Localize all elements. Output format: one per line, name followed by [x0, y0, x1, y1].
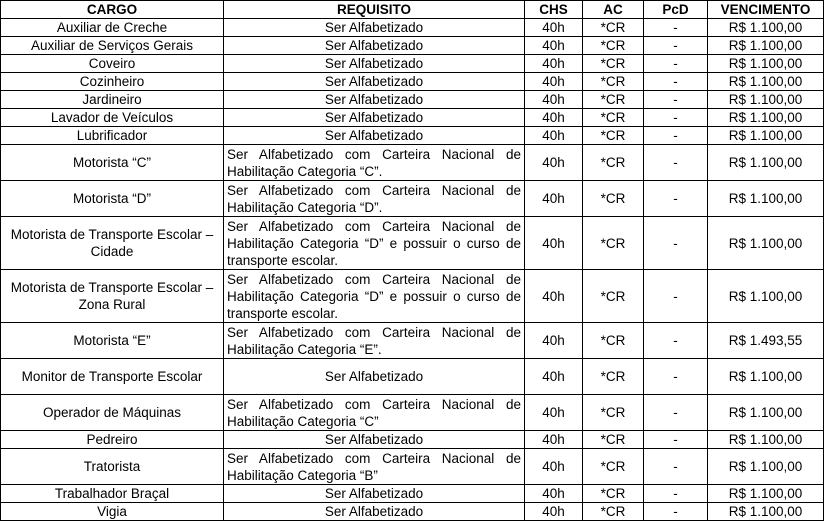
cell-cargo: Trabalhador Braçal [1, 485, 224, 503]
table-row [1, 181, 824, 217]
cell-pcd: - [644, 145, 708, 181]
cell-requisito: Ser Alfabetizado com Carteira Nacional de Habilitação Categoria “D”. [224, 181, 525, 217]
cell-requisito: Ser Alfabetizado [224, 91, 525, 109]
cell-ac: *CR [583, 19, 644, 37]
table-row [1, 503, 824, 521]
cell-ac: *CR [583, 485, 644, 503]
header-ac: AC [583, 1, 644, 19]
cell-pcd: - [644, 503, 708, 521]
table-body [1, 19, 824, 521]
table-row [1, 91, 824, 109]
cell-requisito: Ser Alfabetizado [224, 359, 525, 395]
cell-vencimento: R$ 1.100,00 [708, 19, 824, 37]
cell-chs: 40h [525, 395, 583, 431]
cell-pcd: - [644, 323, 708, 359]
cell-chs: 40h [525, 19, 583, 37]
cell-cargo: Monitor de Transporte Escolar [1, 359, 224, 395]
cell-chs: 40h [525, 270, 583, 323]
cell-chs: 40h [525, 449, 583, 485]
cell-cargo: Lubrificador [1, 127, 224, 145]
table-row [1, 395, 824, 431]
cell-pcd: - [644, 181, 708, 217]
cell-cargo: Motorista de Transporte Escolar – Cidade [1, 217, 224, 270]
cell-vencimento: R$ 1.100,00 [708, 109, 824, 127]
cell-cargo: Motorista de Transporte Escolar – Zona Rural [1, 270, 224, 323]
cell-requisito: Ser Alfabetizado [224, 109, 525, 127]
header-chs: CHS [525, 1, 583, 19]
cell-cargo: Pedreiro [1, 431, 224, 449]
cell-ac: *CR [583, 217, 644, 270]
cell-chs: 40h [525, 109, 583, 127]
cell-ac: *CR [583, 323, 644, 359]
cell-vencimento: R$ 1.100,00 [708, 217, 824, 270]
cell-ac: *CR [583, 503, 644, 521]
cell-ac: *CR [583, 431, 644, 449]
cell-requisito: Ser Alfabetizado [224, 73, 525, 91]
cell-chs: 40h [525, 73, 583, 91]
cell-pcd: - [644, 449, 708, 485]
cell-vencimento: R$ 1.100,00 [708, 181, 824, 217]
table-row [1, 109, 824, 127]
header-cargo: CARGO [1, 1, 224, 19]
cell-requisito: Ser Alfabetizado [224, 503, 525, 521]
cell-requisito: Ser Alfabetizado com Carteira Nacional de Habilitação Categoria “B” [224, 449, 525, 485]
cell-pcd: - [644, 217, 708, 270]
table-row [1, 145, 824, 181]
cell-pcd: - [644, 359, 708, 395]
table-row [1, 19, 824, 37]
cell-cargo: Auxiliar de Serviços Gerais [1, 37, 224, 55]
cell-pcd: - [644, 127, 708, 145]
cell-cargo: Coveiro [1, 55, 224, 73]
cell-chs: 40h [525, 217, 583, 270]
cell-ac: *CR [583, 359, 644, 395]
cell-pcd: - [644, 19, 708, 37]
cell-chs: 40h [525, 127, 583, 145]
cell-ac: *CR [583, 449, 644, 485]
cell-vencimento: R$ 1.100,00 [708, 37, 824, 55]
header-pcd: PcD [644, 1, 708, 19]
cell-vencimento: R$ 1.100,00 [708, 431, 824, 449]
cell-chs: 40h [525, 37, 583, 55]
cell-requisito: Ser Alfabetizado [224, 431, 525, 449]
cell-vencimento: R$ 1.100,00 [708, 73, 824, 91]
cell-ac: *CR [583, 37, 644, 55]
cell-vencimento: R$ 1.493,55 [708, 323, 824, 359]
table-row [1, 359, 824, 395]
cell-chs: 40h [525, 181, 583, 217]
cell-pcd: - [644, 55, 708, 73]
table-row [1, 323, 824, 359]
cell-requisito: Ser Alfabetizado com Carteira Nacional de Habilitação Categoria “D” e possuir o curso de transporte escolar. [224, 270, 525, 323]
cell-requisito: Ser Alfabetizado com Carteira Nacional de Habilitação Categoria “C”. [224, 145, 525, 181]
cell-requisito: Ser Alfabetizado [224, 19, 525, 37]
cell-cargo: Motorista “D” [1, 181, 224, 217]
cell-chs: 40h [525, 359, 583, 395]
cell-chs: 40h [525, 431, 583, 449]
cell-chs: 40h [525, 91, 583, 109]
cell-pcd: - [644, 109, 708, 127]
cell-vencimento: R$ 1.100,00 [708, 145, 824, 181]
cell-requisito: Ser Alfabetizado [224, 37, 525, 55]
cell-ac: *CR [583, 395, 644, 431]
cell-ac: *CR [583, 270, 644, 323]
table-row [1, 270, 824, 323]
table-row [1, 217, 824, 270]
cell-cargo: Cozinheiro [1, 73, 224, 91]
cell-ac: *CR [583, 127, 644, 145]
cell-pcd: - [644, 485, 708, 503]
cell-vencimento: R$ 1.100,00 [708, 485, 824, 503]
cell-vencimento: R$ 1.100,00 [708, 503, 824, 521]
cell-vencimento: R$ 1.100,00 [708, 449, 824, 485]
cell-requisito: Ser Alfabetizado [224, 485, 525, 503]
cell-cargo: Lavador de Veículos [1, 109, 224, 127]
header-row [1, 1, 824, 19]
table-row [1, 449, 824, 485]
table-row [1, 431, 824, 449]
cell-ac: *CR [583, 145, 644, 181]
cell-requisito: Ser Alfabetizado com Carteira Nacional de Habilitação Categoria “E”. [224, 323, 525, 359]
cell-cargo: Jardineiro [1, 91, 224, 109]
cell-ac: *CR [583, 181, 644, 217]
cell-vencimento: R$ 1.100,00 [708, 91, 824, 109]
cell-pcd: - [644, 395, 708, 431]
cell-pcd: - [644, 73, 708, 91]
table-row [1, 73, 824, 91]
cell-chs: 40h [525, 55, 583, 73]
header-vencimento: VENCIMENTO [708, 1, 824, 19]
cell-pcd: - [644, 91, 708, 109]
cell-chs: 40h [525, 323, 583, 359]
cell-cargo: Operador de Máquinas [1, 395, 224, 431]
table-row [1, 127, 824, 145]
cell-vencimento: R$ 1.100,00 [708, 270, 824, 323]
cell-ac: *CR [583, 109, 644, 127]
cell-requisito: Ser Alfabetizado [224, 55, 525, 73]
header-requisito: REQUISITO [224, 1, 525, 19]
cell-requisito: Ser Alfabetizado com Carteira Nacional de Habilitação Categoria “C” [224, 395, 525, 431]
table-row [1, 37, 824, 55]
cell-chs: 40h [525, 145, 583, 181]
cell-pcd: - [644, 270, 708, 323]
cell-vencimento: R$ 1.100,00 [708, 359, 824, 395]
cell-cargo: Vigia [1, 503, 224, 521]
cell-requisito: Ser Alfabetizado com Carteira Nacional de Habilitação Categoria “D” e possuir o curso de transporte escolar. [224, 217, 525, 270]
cell-requisito: Ser Alfabetizado [224, 127, 525, 145]
cell-cargo: Auxiliar de Creche [1, 19, 224, 37]
table-row [1, 485, 824, 503]
cell-cargo: Motorista “C” [1, 145, 224, 181]
cell-pcd: - [644, 37, 708, 55]
table-row [1, 55, 824, 73]
cell-chs: 40h [525, 485, 583, 503]
cell-cargo: Motorista “E” [1, 323, 224, 359]
cell-ac: *CR [583, 91, 644, 109]
cell-vencimento: R$ 1.100,00 [708, 127, 824, 145]
cell-vencimento: R$ 1.100,00 [708, 55, 824, 73]
cell-vencimento: R$ 1.100,00 [708, 395, 824, 431]
cell-ac: *CR [583, 55, 644, 73]
cell-chs: 40h [525, 503, 583, 521]
cell-cargo: Tratorista [1, 449, 224, 485]
cell-pcd: - [644, 431, 708, 449]
cell-ac: *CR [583, 73, 644, 91]
